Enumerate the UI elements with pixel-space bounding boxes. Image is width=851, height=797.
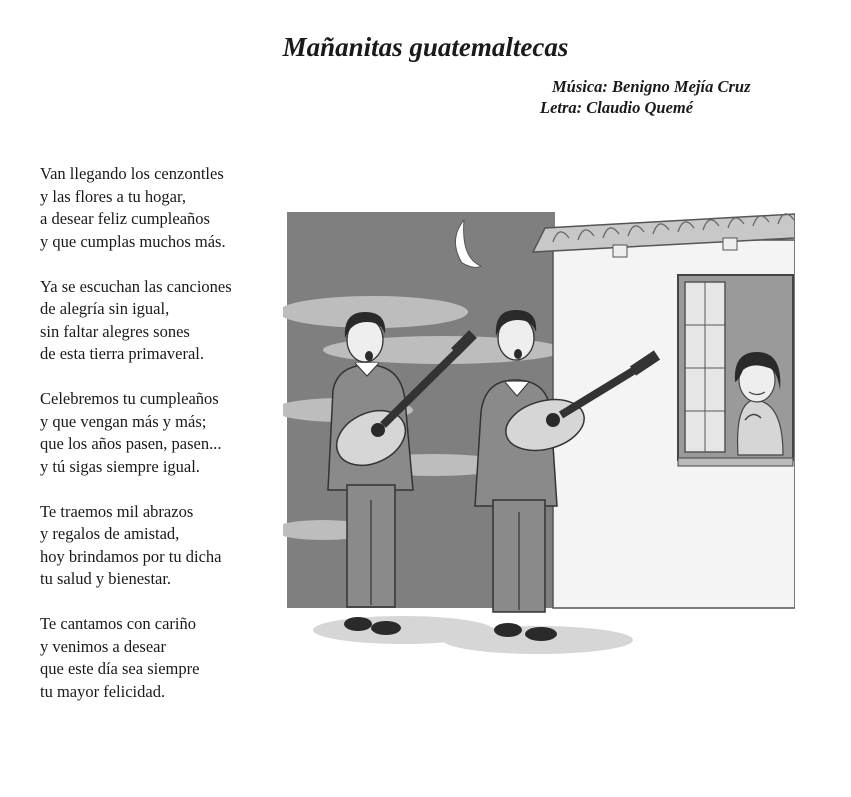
lyric-line: Celebremos tu cumpleaños <box>40 389 219 408</box>
lyric-line: de alegría sin igual, <box>40 299 170 318</box>
stanza <box>40 163 232 253</box>
lyrics-credit: Letra: Claudio Quemé <box>540 98 694 117</box>
lyric-line: y que vengan más y más; <box>40 411 207 431</box>
lyric-line: de esta tierra primaveral. <box>40 344 204 363</box>
lyric-line: y tú sigas siempre igual. <box>40 456 200 476</box>
serenade-illustration <box>283 200 795 670</box>
lyric-line: Ya se escuchan las canciones <box>40 276 232 296</box>
lyric-line: tu mayor felicidad. <box>40 681 166 701</box>
lyric-line: y que cumplas muchos más. <box>40 231 226 251</box>
lyric-line: y regalos de amistad, <box>40 524 180 543</box>
lyric-line: que los años pasen, pasen... <box>40 434 222 453</box>
song-title: Mañanitas guatemaltecas <box>282 32 569 62</box>
stanza <box>40 276 232 366</box>
lyric-line: a desear feliz cumpleaños <box>40 209 210 228</box>
lyric-line: y las flores a tu hogar, <box>40 186 186 206</box>
lyric-line: tu salud y bienestar. <box>40 569 172 588</box>
stanza <box>40 613 232 703</box>
lyric-line: hoy brindamos por tu dicha <box>40 546 222 566</box>
lyric-line: que este día sea siempre <box>40 659 200 678</box>
lyrics <box>40 163 232 726</box>
stanza <box>40 388 232 478</box>
lyric-line: sin faltar alegres sones <box>40 321 190 341</box>
credits <box>540 76 751 118</box>
stanza <box>40 501 232 591</box>
lyric-line: Te cantamos con cariño <box>40 614 196 633</box>
lyric-line: Te traemos mil abrazos <box>40 501 194 521</box>
lyric-line: y venimos a desear <box>40 636 166 656</box>
lyric-line: Van llegando los cenzontles <box>40 164 224 183</box>
music-credit: Música: Benigno Mejía Cruz <box>552 77 751 96</box>
